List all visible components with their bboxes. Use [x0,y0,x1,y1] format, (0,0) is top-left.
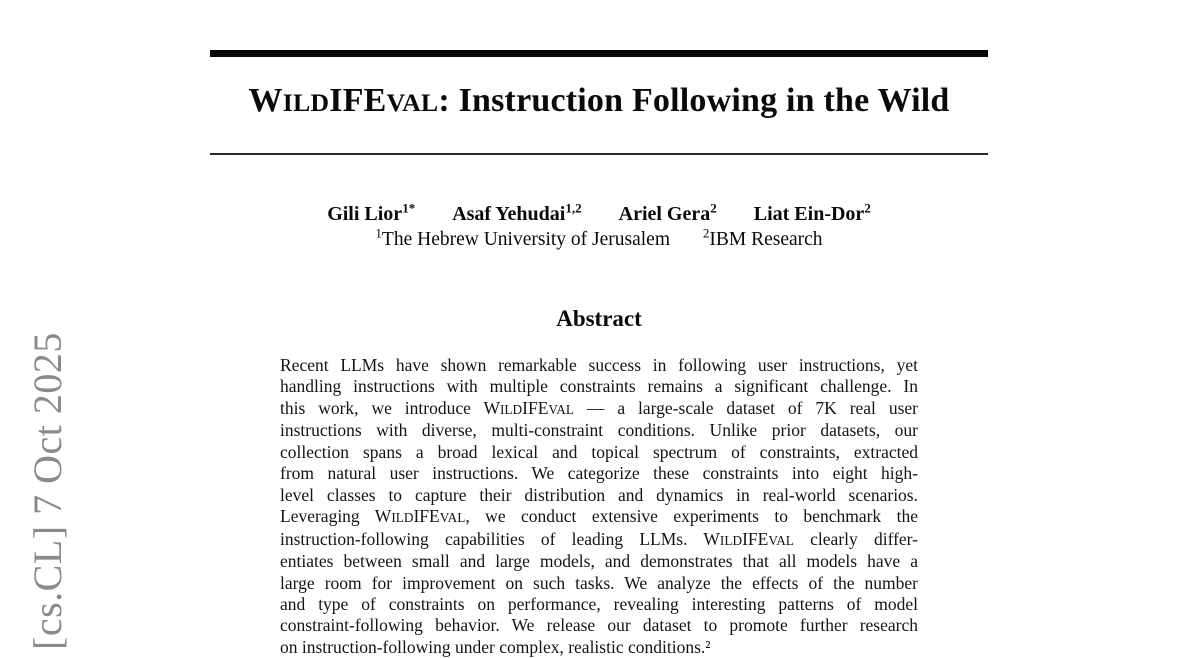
abstract-line: on instruction-following under complex, realistic conditions.² [280,636,711,657]
abstract-line: constraint-following behavior. We release our dataset to promote further research [280,615,918,636]
arxiv-watermark: [cs.CL] 7 Oct 2025 [25,332,70,650]
abstract-line: large room for improvement on such tasks. We analyze the effects of the number [280,572,918,593]
author-name: Ariel Gera [618,203,711,225]
abstract-line: and type of constraints on performance, revealing interesting patterns of model [280,593,918,614]
affiliation [375,225,670,250]
abstract-line: Leveraging WILDIFEVAL, we conduct extensive experiments to benchmark the [280,506,918,527]
author [618,200,717,225]
affiliation [702,225,823,250]
abstract-line: collection spans a broad lexical and topical spectrum of constraints, extracted [280,441,918,462]
affiliation-line [210,225,988,251]
abstract-line: instructions with diverse, multi-constraint conditions. Unlike prior datasets, our [280,420,918,441]
abstract-heading: Abstract [556,306,642,331]
author-name: Liat Ein-Dor [753,203,865,225]
author-name: Gili Lior [327,203,403,225]
affiliation-name: IBM Research [709,229,823,250]
author [327,200,416,225]
abstract-line: from natural user instructions. We categorize these constraints into eight high- [280,463,918,484]
paper-title-brand: WILDIFEVAL [248,82,439,119]
author-affiliation-marker: 1* [402,200,416,216]
abstract-line: Recent LLMs have shown remarkable success in following user instructions, yet [280,355,918,375]
author-name: Asaf Yehudai [452,203,566,225]
author-line [210,200,988,226]
affiliation-name: The Hebrew University of Jerusalem [381,229,670,250]
abstract-line: entiates between small and large models, and demonstrates that all models have a [280,551,918,572]
abstract-line: handling instructions with multiple constraints remains a significant challenge. In [280,376,918,397]
title-rule-bottom [210,153,988,155]
abstract-line: instruction-following capabilities of leading LLMs. WILDIFEVAL clearly differ- [280,528,918,549]
paper-title [210,82,988,120]
abstract-text [280,355,918,658]
abstract-line: level classes to capture their distribution and dynamics in real-world scenarios. [280,484,918,505]
paper-title-rest: : Instruction Following in the Wild [438,82,950,119]
author-affiliation-marker: 2 [864,200,871,216]
author [452,200,582,225]
author [753,200,871,225]
affiliation-marker: 2 [702,225,710,241]
title-rule-top [210,50,988,57]
author-affiliation-marker: 1,2 [565,200,582,216]
affiliation-marker: 1 [375,225,382,241]
author-affiliation-marker: 2 [710,200,717,216]
abstract-line: this work, we introduce WILDIFEVAL — a large-scale dataset of 7K real user [280,397,918,418]
